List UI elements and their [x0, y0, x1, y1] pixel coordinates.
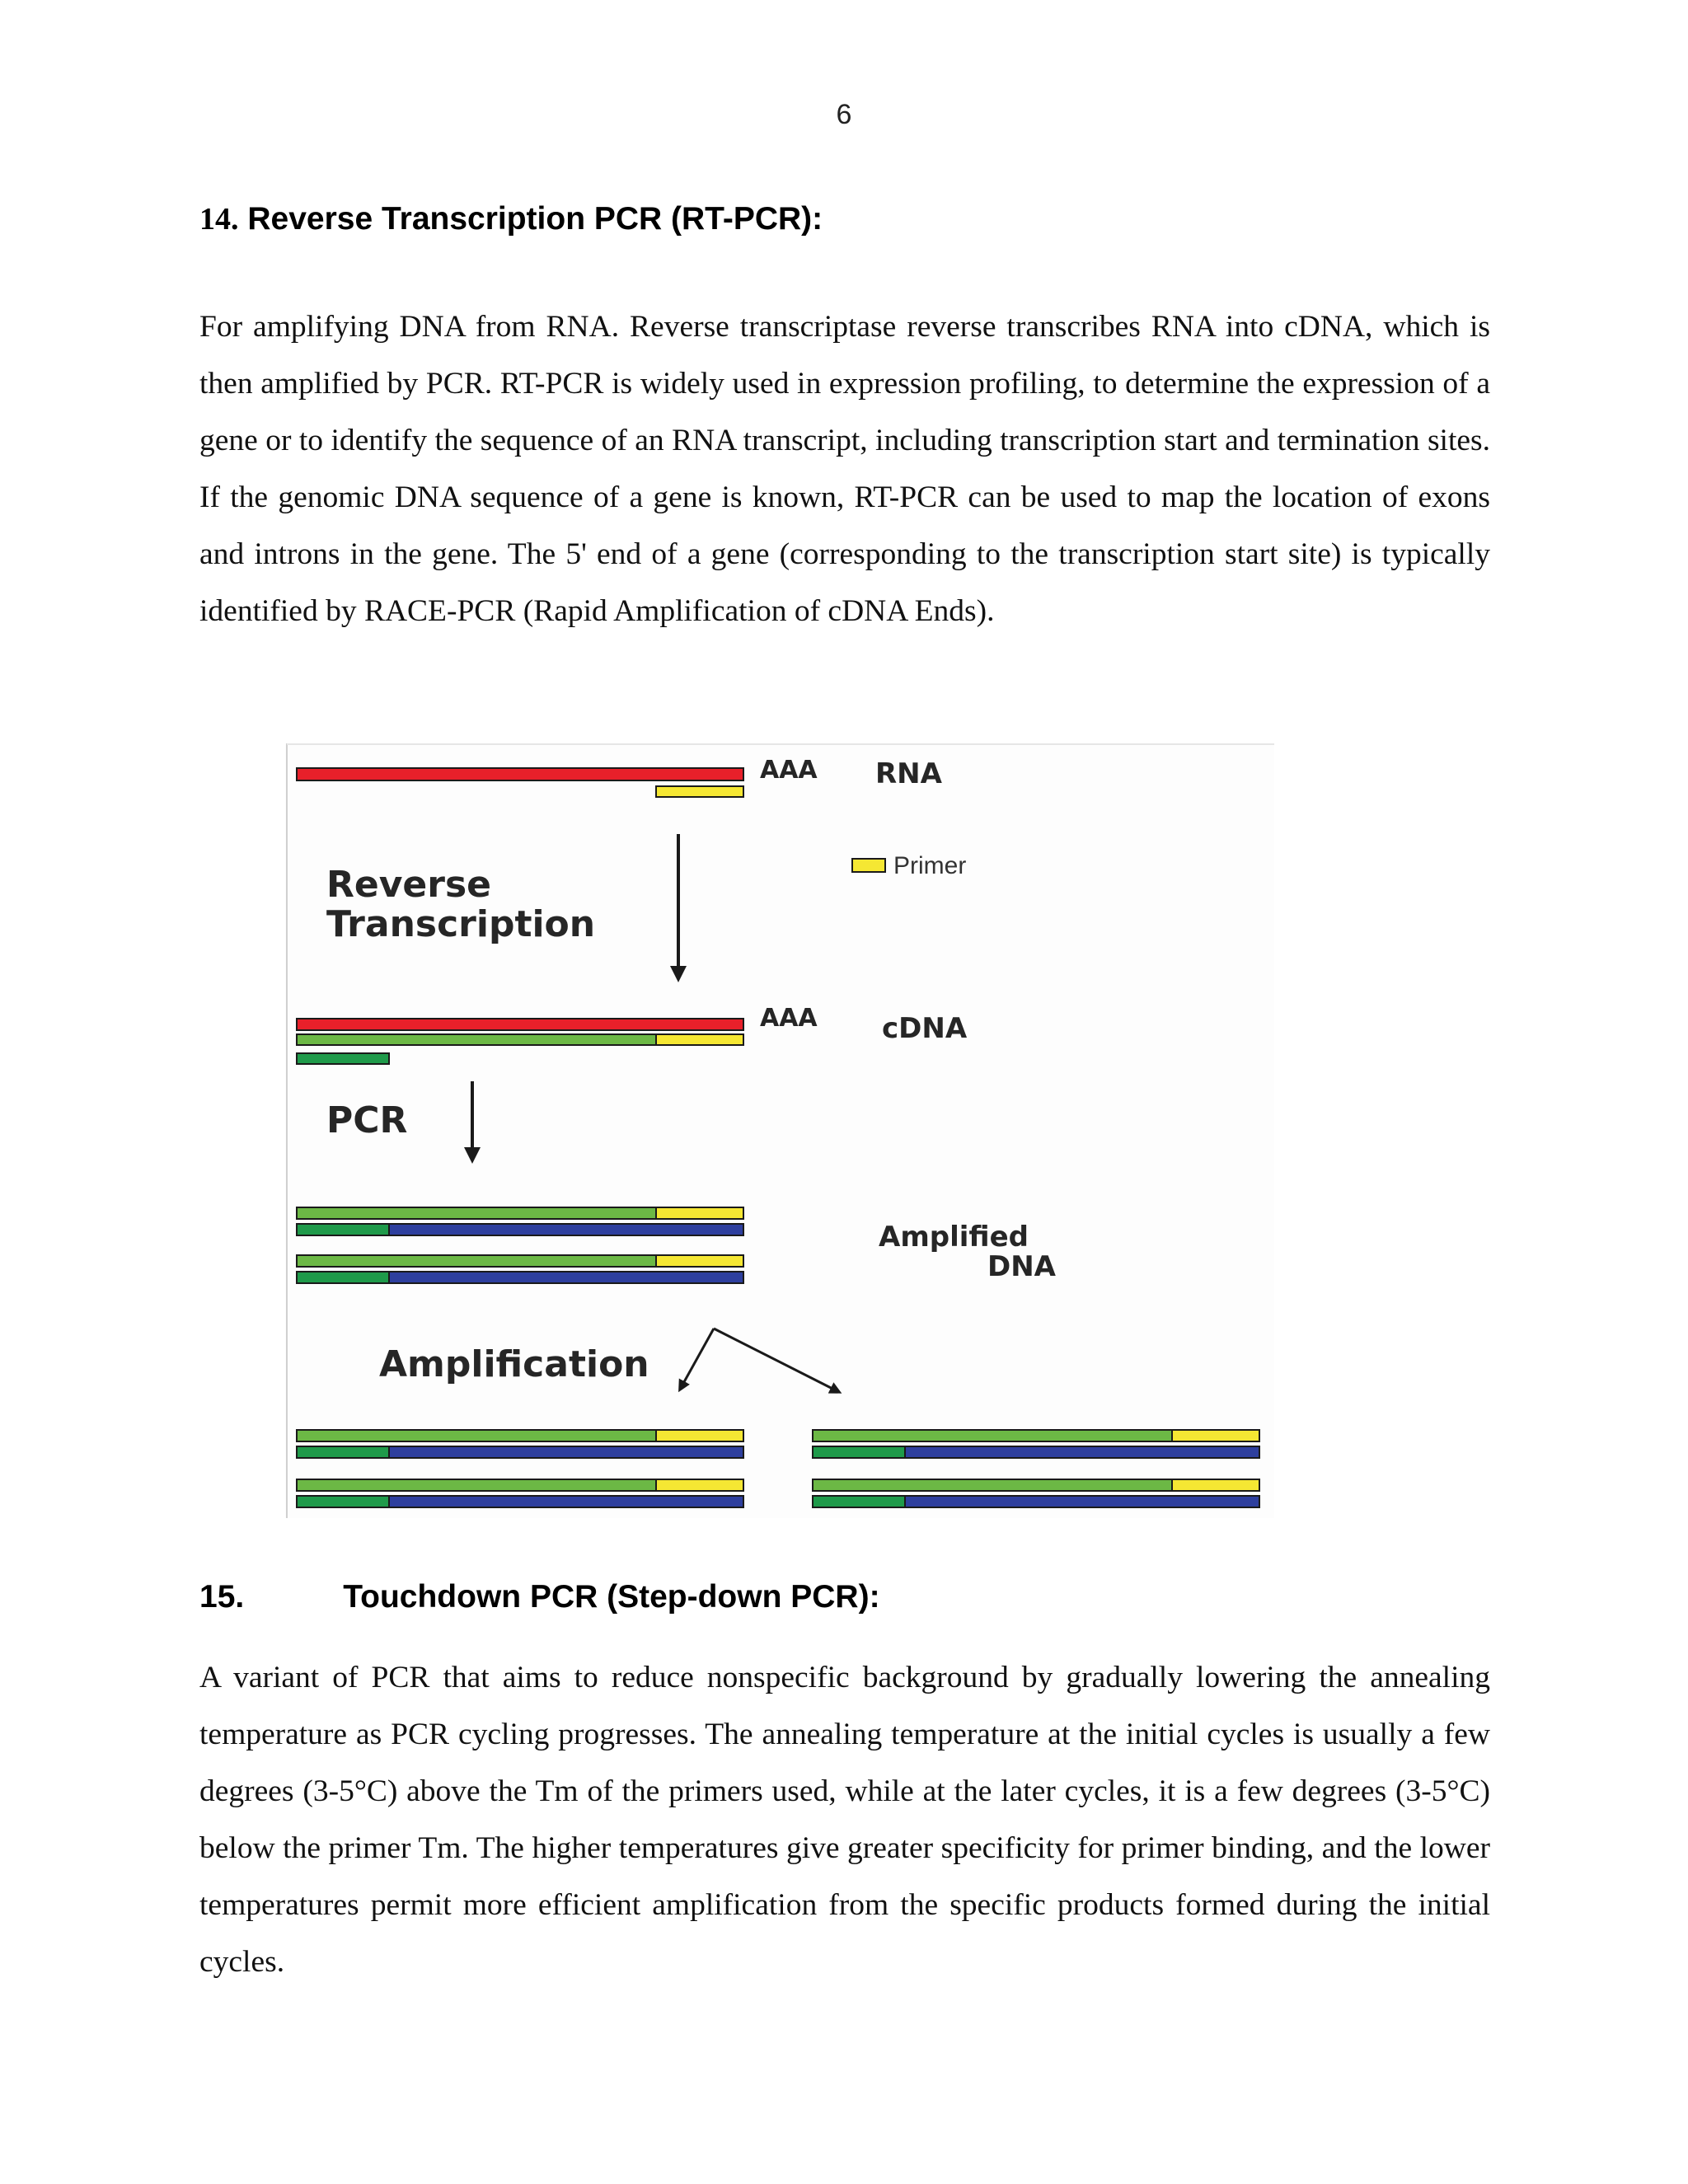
primer-segment: [656, 1207, 743, 1219]
template-strand: [297, 1255, 656, 1267]
pcr-label: PCR: [326, 1099, 408, 1141]
amplification-arrow-right-icon: [714, 1329, 837, 1391]
cdna-second-primer: [297, 1053, 389, 1064]
section-15-paragraph: A variant of PCR that aims to reduce nonspecific background by gradually lowering the annealing temperature as PCR cycling progresses. The annealing temperature at the initial cycles is usually a few degrees (3-5°C) above the Tm of the primers used, while at the later cycles, it is a few degrees (3-5°C) below the primer Tm. The higher temperatures give greater specificity for primer binding, and the lower temperatures permit more efficient amplification from the specific products formed during the initial cycles.: [199, 1661, 1490, 1979]
reverse-transcription-label-line1: Reverse: [326, 864, 491, 906]
section-14-title: Reverse Transcription PCR (RT-PCR):: [247, 201, 823, 237]
amplified-dna-label-line2: DNA: [987, 1250, 1056, 1283]
cdna-rna-strand: [297, 1019, 743, 1030]
amplification-arrow-left-icon: [681, 1329, 714, 1388]
section-14-heading: [199, 201, 823, 237]
section-14-paragraph: For amplifying DNA from RNA. Reverse transcriptase reverse transcribes RNA into cDNA, which is then amplified by PCR. RT-PCR is widely used in expression profiling, to determine the expression of a gene or to identify the sequence of an RNA transcript, including transcription start and termination sites. If the genomic DNA sequence of a gene is known, RT-PCR can be used to map the location of exons and introns in the gene. The 5' end of a gene (corresponding to the transcription start site) is typically identified by RACE-PCR (Rapid Amplification of cDNA Ends).: [199, 310, 1490, 628]
section-14-number: 14.: [199, 202, 239, 237]
primer-segment: [813, 1496, 905, 1507]
cdna-strand: [297, 1034, 656, 1045]
section-15-number: 15.: [199, 1579, 245, 1615]
primer-segment: [1172, 1479, 1259, 1491]
new-strand: [389, 1224, 743, 1235]
amplified-dna-pair: [297, 1430, 743, 1458]
primer-segment: [813, 1446, 905, 1458]
rt-pcr-figure: [285, 743, 1274, 1518]
rna-poly-a-tail: AAA: [760, 756, 818, 785]
primer-segment: [297, 1496, 389, 1507]
amplification-label: Amplification: [379, 1343, 649, 1385]
cdna-poly-a-tail: AAA: [760, 1004, 818, 1033]
new-strand: [389, 1272, 743, 1283]
template-strand: [297, 1479, 656, 1491]
primer-legend-swatch: [852, 859, 885, 872]
new-strand: [389, 1496, 743, 1507]
new-strand: [905, 1446, 1259, 1458]
amplified-dna-pair: [813, 1479, 1259, 1507]
template-strand: [297, 1430, 656, 1441]
primer-segment: [297, 1272, 389, 1283]
template-strand: [813, 1479, 1172, 1491]
primer-segment: [656, 1430, 743, 1441]
primer-segment: [656, 1479, 743, 1491]
section-15-title: Touchdown PCR (Step-down PCR):: [343, 1579, 880, 1615]
amplified-dna-pair: [297, 1479, 743, 1507]
amplified-dna-pair: [297, 1255, 743, 1283]
primer-segment: [297, 1224, 389, 1235]
rna-primer: [656, 786, 743, 797]
template-strand: [813, 1430, 1172, 1441]
cdna-label: cDNA: [882, 1012, 968, 1045]
section-15-heading: [199, 1579, 880, 1615]
cdna-primer: [656, 1034, 743, 1045]
primer-segment: [1172, 1430, 1259, 1441]
primer-segment: [656, 1255, 743, 1267]
new-strand: [905, 1496, 1259, 1507]
amplified-dna-pair: [297, 1207, 743, 1235]
new-strand: [389, 1446, 743, 1458]
amplified-dna-label-line1: Amplified: [879, 1221, 1029, 1254]
rna-label: RNA: [875, 757, 942, 790]
reverse-transcription-label-line2: Transcription: [326, 903, 596, 945]
primer-segment: [297, 1446, 389, 1458]
primer-legend-label: Primer: [893, 852, 967, 879]
rna-strand: [297, 768, 743, 780]
template-strand: [297, 1207, 656, 1219]
page-number: 6: [836, 99, 852, 130]
amplified-dna-pair: [813, 1430, 1259, 1458]
